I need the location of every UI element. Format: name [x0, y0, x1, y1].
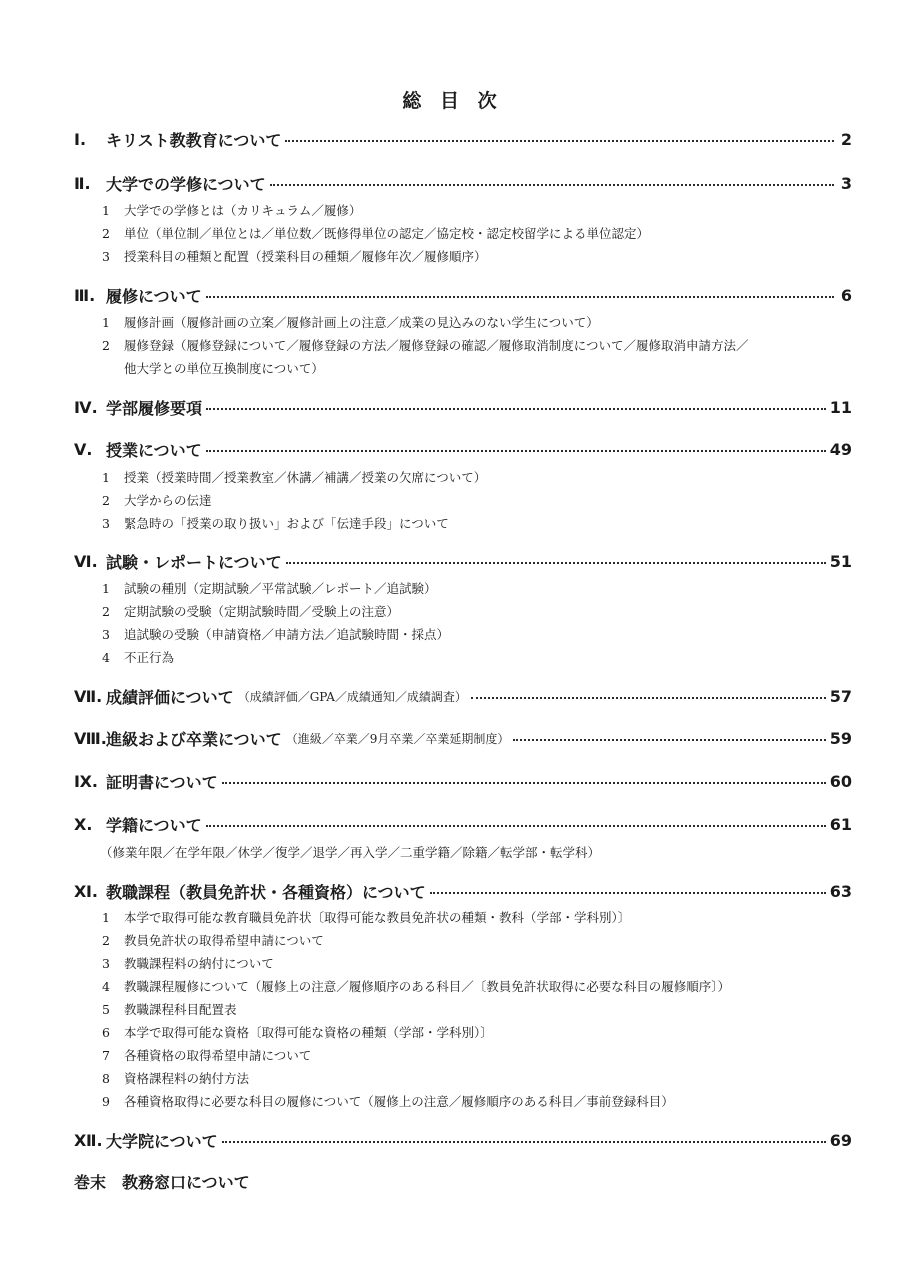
toc-entry[interactable] [74, 549, 852, 573]
section-title: 大学院について [106, 1131, 218, 1151]
sub-item-number: 2 [102, 932, 110, 948]
toc-entry[interactable] [74, 769, 852, 793]
sub-item-text: 授業（授業時間／授業教室／休講／補講／授業の欠席について） [124, 470, 487, 485]
dot-leader [286, 562, 826, 564]
sub-item [102, 200, 802, 220]
sub-item-number: 1 [102, 314, 110, 330]
page-number: 69 [829, 1130, 852, 1150]
section-numeral: Ⅰ. [74, 129, 87, 149]
section-numeral: Ⅲ. [74, 285, 96, 305]
sub-item-number: 3 [102, 515, 110, 531]
sub-item-number: 3 [102, 626, 110, 642]
dot-leader [206, 825, 826, 827]
appendix-entry[interactable]: 巻末 教務窓口について [74, 1172, 250, 1192]
sub-item [102, 578, 802, 598]
sub-item-text: 試験の種別（定期試験／平常試験／レポート／追試験） [124, 581, 437, 596]
section-numeral: Ⅷ. [74, 728, 107, 748]
page-number: 2 [840, 129, 852, 149]
sub-item-text: 各種資格取得に必要な科目の履修について（履修上の注意／履修順序のある科目／事前登録科目） [124, 1094, 674, 1109]
toc-entry[interactable] [74, 283, 852, 307]
sub-item [102, 1045, 802, 1065]
section-note: （進級／卒業／9月卒業／卒業延期制度） [285, 731, 510, 746]
sub-item-number: 4 [102, 649, 110, 665]
page-number: 49 [829, 439, 852, 459]
sub-item-number: 9 [102, 1093, 110, 1109]
sub-item [102, 930, 802, 950]
sub-item [102, 312, 802, 332]
sub-item [102, 647, 802, 667]
sub-item [102, 601, 802, 621]
section-note: （成績評価／GPA／成績通知／成績調査） [237, 689, 467, 704]
section-title: 教職課程（教員免許状・各種資格）について [106, 882, 426, 902]
section-title: 履修について [106, 286, 202, 306]
sub-item-text: 各種資格の取得希望申請について [124, 1048, 312, 1063]
toc-entry[interactable] [74, 684, 852, 708]
sub-item-text: 定期試験の受験（定期試験時間／受験上の注意） [124, 604, 400, 619]
dot-leader [222, 1141, 826, 1143]
section-title: 成績評価について [106, 687, 234, 707]
page-number: 3 [840, 173, 852, 193]
toc-entry[interactable] [74, 171, 852, 195]
toc-entry[interactable] [74, 395, 852, 419]
sub-item-number: 5 [102, 1001, 110, 1017]
sub-item [102, 999, 802, 1019]
sub-item-text: 履修登録（履修登録について／履修登録の方法／履修登録の確認／履修取消制度について／履修取消申請方法／ [124, 338, 749, 353]
section-numeral: Ⅱ. [74, 173, 91, 193]
sub-item-text: 教職課程料の納付について [124, 956, 274, 971]
sub-item-text: 教員免許状の取得希望申請について [124, 933, 324, 948]
section-title: 試験・レポートについて [106, 552, 282, 572]
sub-item-number: 1 [102, 202, 110, 218]
section-title: 学部履修要項 [106, 398, 203, 418]
sub-item-number: 6 [102, 1024, 110, 1040]
sub-item-number: 1 [102, 580, 110, 596]
sub-item-number: 3 [102, 248, 110, 264]
toc-entry[interactable] [74, 879, 852, 903]
sub-item-number: 1 [102, 909, 110, 925]
sub-item-text: 大学での学修とは（カリキュラム／履修） [124, 203, 362, 218]
sub-item-text: 教職課程科目配置表 [124, 1002, 237, 1017]
section-numeral: Ⅻ. [74, 1130, 103, 1150]
dot-leader [513, 739, 825, 741]
sub-item [102, 624, 802, 644]
sub-item-number: 2 [102, 225, 110, 241]
sub-item-number: 2 [102, 337, 110, 353]
sub-item-text: 緊急時の「授業の取り扱い」および「伝達手段」について [124, 516, 449, 531]
sub-item [102, 335, 802, 355]
sub-item [102, 490, 802, 510]
sub-item-number: 8 [102, 1070, 110, 1086]
sub-item [102, 1068, 802, 1088]
sub-item [102, 358, 802, 378]
sub-item-text: 大学からの伝達 [124, 493, 212, 508]
page-number: 57 [829, 686, 852, 706]
sub-item [102, 223, 802, 243]
sub-item [102, 246, 802, 266]
sub-item-number: 4 [102, 978, 110, 994]
page-title: 総 目 次 [402, 90, 503, 112]
sub-item-text: 他大学との単位互換制度について） [124, 361, 324, 376]
sub-item [102, 1091, 802, 1111]
section-numeral: Ⅹ. [74, 814, 93, 834]
section-numeral: Ⅴ. [74, 439, 93, 459]
sub-item [102, 513, 802, 533]
section-numeral: Ⅳ. [74, 397, 98, 417]
section-numeral: Ⅶ. [74, 686, 103, 706]
dot-leader [206, 408, 826, 410]
dot-leader [471, 697, 826, 699]
page-number: 59 [829, 728, 852, 748]
toc-entry[interactable] [74, 726, 852, 750]
sub-item-text: 教職課程履修について（履修上の注意／履修順序のある科目／〔教員免許状取得に必要な科目の履修順序〕） [124, 979, 731, 994]
toc-entry[interactable] [74, 1128, 852, 1152]
section-title: 学籍について [106, 815, 202, 835]
sub-item [102, 1022, 802, 1042]
page-number: 63 [829, 881, 852, 901]
sub-item [102, 907, 802, 927]
toc-entry[interactable] [74, 127, 852, 151]
dot-leader [430, 892, 826, 894]
sub-item [102, 953, 802, 973]
sub-item [102, 976, 802, 996]
section-title: 証明書について [106, 772, 218, 792]
page-number: 11 [829, 397, 852, 417]
sub-item-text: 本学で取得可能な教育職員免許状〔取得可能な教員免許状の種類・教科（学部・学科別）〕 [124, 910, 631, 925]
toc-entry[interactable] [74, 812, 852, 836]
dot-leader [206, 450, 826, 452]
dot-leader [285, 140, 834, 142]
section-title: キリスト教教育について [106, 130, 282, 150]
page-number: 6 [840, 285, 852, 305]
section-title: 大学での学修について [106, 174, 266, 194]
sub-item-text: 授業科目の種類と配置（授業科目の種類／履修年次／履修順序） [124, 249, 487, 264]
section-title: 授業について [106, 440, 202, 460]
section-numeral: Ⅸ. [74, 771, 99, 791]
sub-item-text: 追試験の受験（申請資格／申請方法／追試験時間・採点） [124, 627, 450, 642]
sub-item-text: 本学で取得可能な資格〔取得可能な資格の種類（学部・学科別）〕 [124, 1025, 493, 1040]
sub-item-text: 資格課程料の納付方法 [124, 1071, 250, 1086]
sub-item-number: 1 [102, 469, 110, 485]
toc-entry[interactable] [74, 437, 852, 461]
page-number: 60 [829, 771, 852, 791]
section-numeral: Ⅵ. [74, 551, 98, 571]
page-number: 51 [829, 551, 852, 571]
dot-leader [206, 296, 834, 298]
dot-leader [270, 184, 834, 186]
sub-item-number: 2 [102, 603, 110, 619]
sub-item-text: 履修計画（履修計画の立案／履修計画上の注意／成業の見込みのない学生について） [124, 315, 599, 330]
sub-item-text: 不正行為 [124, 650, 175, 665]
sub-item-number: 3 [102, 955, 110, 971]
sub-item [102, 467, 802, 487]
sub-item-text: 単位（単位制／単位とは／単位数／既修得単位の認定／協定校・認定校留学による単位認定） [124, 226, 650, 241]
page-number: 61 [829, 814, 852, 834]
section-title: 進級および卒業について [106, 729, 282, 749]
sub-item-number: 2 [102, 492, 110, 508]
section-subtopics: （修業年限／在学年限／休学／復学／退学／再入学／二重学籍／除籍／転学部・転学科） [100, 845, 601, 860]
sub-item-number: 7 [102, 1047, 110, 1063]
dot-leader [222, 782, 826, 784]
section-numeral: Ⅺ. [74, 881, 98, 901]
